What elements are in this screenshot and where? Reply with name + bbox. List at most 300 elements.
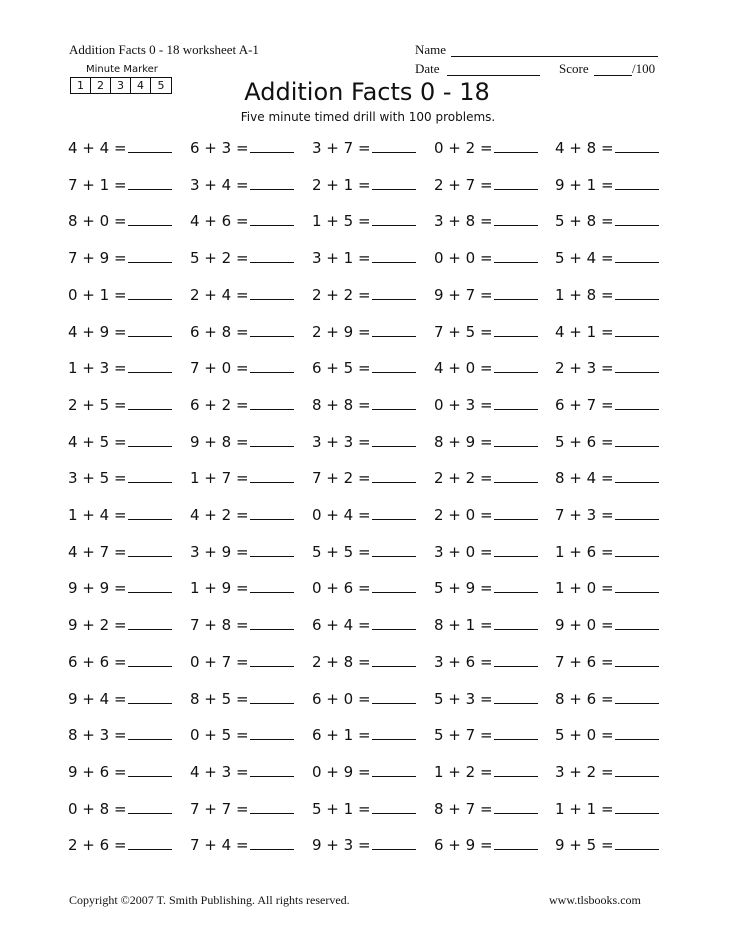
problem-expression: 0 + 0 = — [434, 249, 493, 268]
problem-item — [312, 467, 416, 487]
answer-blank[interactable] — [615, 394, 659, 410]
answer-blank[interactable] — [372, 210, 416, 226]
answer-blank[interactable] — [128, 174, 172, 190]
problem-item — [68, 467, 172, 487]
problem-item — [312, 688, 416, 708]
answer-blank[interactable] — [494, 798, 538, 814]
problem-expression: 0 + 3 = — [434, 395, 493, 414]
problem-item — [555, 577, 659, 597]
problem-item — [555, 541, 659, 561]
problem-expression: 5 + 6 = — [555, 432, 614, 451]
problem-expression: 7 + 5 = — [434, 322, 493, 341]
problem-item — [68, 431, 172, 451]
answer-blank[interactable] — [250, 247, 294, 263]
problem-item — [190, 651, 294, 671]
answer-blank[interactable] — [494, 724, 538, 740]
answer-blank[interactable] — [615, 504, 659, 520]
problem-item — [434, 394, 538, 414]
problem-item — [312, 651, 416, 671]
answer-blank[interactable] — [128, 431, 172, 447]
problem-expression: 5 + 0 = — [555, 726, 614, 745]
problem-expression: 1 + 0 = — [555, 579, 614, 598]
problem-expression: 6 + 1 = — [312, 726, 371, 745]
problem-expression: 7 + 7 = — [190, 799, 249, 818]
answer-blank[interactable] — [250, 541, 294, 557]
answer-blank[interactable] — [615, 174, 659, 190]
problem-expression: 3 + 9 = — [190, 542, 249, 561]
problem-expression: 9 + 7 = — [434, 285, 493, 304]
problem-expression: 3 + 4 = — [190, 175, 249, 194]
problem-item — [312, 577, 416, 597]
problem-item — [434, 467, 538, 487]
answer-blank[interactable] — [494, 284, 538, 300]
problem-item — [555, 651, 659, 671]
score-total: /100 — [632, 61, 656, 76]
problem-expression: 3 + 8 = — [434, 212, 493, 231]
answer-blank[interactable] — [615, 431, 659, 447]
problem-row — [68, 210, 668, 230]
answer-blank[interactable] — [128, 577, 172, 593]
problem-item — [68, 210, 172, 230]
answer-blank[interactable] — [128, 357, 172, 373]
problem-item — [434, 577, 538, 597]
problem-expression: 1 + 2 = — [434, 762, 493, 781]
problem-item — [312, 210, 416, 230]
problem-expression: 0 + 2 = — [434, 139, 493, 157]
answer-blank[interactable] — [250, 284, 294, 300]
answer-blank[interactable] — [128, 541, 172, 557]
problem-item — [190, 247, 294, 267]
problem-expression: 8 + 8 = — [312, 395, 371, 414]
problem-item — [555, 798, 659, 818]
problem-expression: 9 + 3 = — [312, 836, 371, 855]
problem-expression: 4 + 4 = — [68, 139, 127, 157]
problem-expression: 2 + 3 = — [555, 359, 614, 378]
problem-expression: 9 + 1 = — [555, 175, 614, 194]
answer-blank[interactable] — [615, 210, 659, 226]
answer-blank[interactable] — [615, 798, 659, 814]
problem-expression: 7 + 4 = — [190, 836, 249, 855]
answer-blank[interactable] — [615, 541, 659, 557]
answer-blank[interactable] — [494, 467, 538, 483]
problem-row — [68, 688, 668, 708]
problem-item — [68, 174, 172, 194]
problem-item — [190, 431, 294, 451]
answer-blank[interactable] — [128, 504, 172, 520]
minute-marker-box[interactable]: 5 — [157, 79, 165, 92]
problem-item — [312, 357, 416, 377]
problem-expression: 4 + 7 = — [68, 542, 127, 561]
answer-blank[interactable] — [128, 394, 172, 410]
answer-blank[interactable] — [494, 357, 538, 373]
answer-blank[interactable] — [615, 724, 659, 740]
answer-blank[interactable] — [250, 321, 294, 337]
problem-expression: 4 + 3 = — [190, 762, 249, 781]
problem-row — [68, 834, 668, 854]
problem-item — [68, 137, 172, 157]
answer-blank[interactable] — [372, 614, 416, 630]
problem-expression: 7 + 1 = — [68, 175, 127, 194]
problem-item — [190, 541, 294, 561]
problem-expression: 8 + 6 = — [555, 689, 614, 708]
problem-item — [555, 210, 659, 230]
problem-expression: 2 + 1 = — [312, 175, 371, 194]
problem-expression: 4 + 5 = — [68, 432, 127, 451]
answer-blank[interactable] — [250, 798, 294, 814]
answer-blank[interactable] — [615, 614, 659, 630]
answer-blank[interactable] — [250, 174, 294, 190]
answer-blank[interactable] — [494, 541, 538, 557]
problem-row — [68, 137, 668, 157]
problem-item — [190, 798, 294, 818]
date-label: Date — [415, 61, 440, 76]
answer-blank[interactable] — [615, 688, 659, 704]
problem-item — [190, 724, 294, 744]
answer-blank[interactable] — [494, 210, 538, 226]
answer-blank[interactable] — [128, 137, 172, 153]
problem-expression: 2 + 8 = — [312, 652, 371, 671]
problem-item — [190, 467, 294, 487]
answer-blank[interactable] — [250, 394, 294, 410]
problem-expression: 0 + 5 = — [190, 726, 249, 745]
problem-expression: 7 + 9 = — [68, 249, 127, 268]
problem-expression: 1 + 3 = — [68, 359, 127, 378]
answer-blank[interactable] — [372, 798, 416, 814]
problem-item — [434, 798, 538, 818]
problem-item — [190, 174, 294, 194]
problem-item — [434, 761, 538, 781]
problem-item — [312, 321, 416, 341]
problem-expression: 6 + 5 = — [312, 359, 371, 378]
answer-blank[interactable] — [128, 724, 172, 740]
answer-blank[interactable] — [615, 651, 659, 667]
problem-item — [434, 651, 538, 671]
answer-blank[interactable] — [372, 284, 416, 300]
problem-item — [190, 834, 294, 854]
problem-item — [190, 577, 294, 597]
problem-expression: 1 + 6 = — [555, 542, 614, 561]
problem-item — [68, 688, 172, 708]
minute-marker-box[interactable]: 3 — [111, 78, 131, 93]
answer-blank[interactable] — [494, 431, 538, 447]
problem-item — [555, 247, 659, 267]
answer-blank[interactable] — [128, 688, 172, 704]
problem-expression: 6 + 6 = — [68, 652, 127, 671]
answer-blank[interactable] — [128, 284, 172, 300]
answer-blank[interactable] — [250, 504, 294, 520]
problem-item — [312, 431, 416, 451]
problem-item — [555, 688, 659, 708]
problem-expression: 5 + 7 = — [434, 726, 493, 745]
answer-blank[interactable] — [250, 467, 294, 483]
problem-item — [190, 137, 294, 157]
answer-blank[interactable] — [250, 431, 294, 447]
answer-blank[interactable] — [372, 577, 416, 593]
problem-item — [190, 357, 294, 377]
problem-expression: 8 + 5 = — [190, 689, 249, 708]
answer-blank[interactable] — [372, 431, 416, 447]
problem-expression: 3 + 7 = — [312, 139, 371, 157]
problem-item — [434, 174, 538, 194]
answer-blank[interactable] — [615, 577, 659, 593]
problem-row — [68, 798, 668, 818]
answer-blank[interactable] — [250, 834, 294, 850]
problem-item — [434, 834, 538, 854]
answer-blank[interactable] — [615, 284, 659, 300]
problem-item — [555, 724, 659, 744]
answer-blank[interactable] — [494, 688, 538, 704]
answer-blank[interactable] — [372, 321, 416, 337]
problem-item — [68, 504, 172, 524]
answer-blank[interactable] — [494, 247, 538, 263]
problem-item — [312, 834, 416, 854]
problem-item — [434, 210, 538, 230]
name-label: Name — [415, 42, 447, 57]
answer-blank[interactable] — [128, 247, 172, 263]
problem-item — [555, 394, 659, 414]
problem-expression: 1 + 7 = — [190, 469, 249, 488]
answer-blank[interactable] — [494, 137, 538, 153]
problem-expression: 7 + 2 = — [312, 469, 371, 488]
page-title — [0, 78, 736, 106]
problem-expression: 3 + 6 = — [434, 652, 493, 671]
problem-expression: 6 + 3 = — [190, 139, 249, 157]
problem-expression: 1 + 1 = — [555, 799, 614, 818]
answer-blank[interactable] — [372, 651, 416, 667]
date-field[interactable] — [447, 75, 540, 76]
problem-expression: 6 + 2 = — [190, 395, 249, 414]
problem-item — [68, 394, 172, 414]
problem-expression: 0 + 7 = — [190, 652, 249, 671]
score-field[interactable] — [594, 75, 632, 76]
problem-item — [312, 174, 416, 194]
problem-item — [190, 284, 294, 304]
problem-item — [555, 174, 659, 194]
problem-item — [312, 614, 416, 634]
problem-expression: 6 + 0 = — [312, 689, 371, 708]
problem-row — [68, 614, 668, 634]
answer-blank[interactable] — [494, 761, 538, 777]
problem-row — [68, 577, 668, 597]
problem-expression: 6 + 4 = — [312, 616, 371, 635]
problem-item — [68, 761, 172, 781]
problem-item — [555, 431, 659, 451]
problem-item — [312, 504, 416, 524]
answer-blank[interactable] — [250, 137, 294, 153]
problem-expression: 4 + 2 = — [190, 506, 249, 524]
problem-item — [434, 724, 538, 744]
answer-blank[interactable] — [372, 394, 416, 410]
answer-blank[interactable] — [494, 321, 538, 337]
problem-item — [68, 357, 172, 377]
problem-item — [190, 614, 294, 634]
problem-item — [434, 284, 538, 304]
problem-expression: 3 + 0 = — [434, 542, 493, 561]
answer-blank[interactable] — [494, 834, 538, 850]
problem-item — [68, 834, 172, 854]
problem-item — [434, 247, 538, 267]
problem-expression: 5 + 3 = — [434, 689, 493, 708]
problem-expression: 2 + 5 = — [68, 395, 127, 414]
problem-item — [190, 688, 294, 708]
website-url: www.tlsbooks.com — [549, 893, 641, 907]
problem-expression: 7 + 0 = — [190, 359, 249, 378]
problem-item — [434, 688, 538, 708]
problem-expression: 4 + 8 = — [555, 139, 614, 157]
answer-blank[interactable] — [615, 321, 659, 337]
problem-expression: 8 + 7 = — [434, 799, 493, 818]
problem-item — [68, 577, 172, 597]
problem-expression: 9 + 4 = — [68, 689, 127, 708]
answer-blank[interactable] — [372, 834, 416, 850]
problem-item — [68, 541, 172, 561]
problem-expression: 5 + 1 = — [312, 799, 371, 818]
problem-item — [68, 284, 172, 304]
problem-row — [68, 541, 668, 561]
answer-blank[interactable] — [128, 761, 172, 777]
problem-expression: 6 + 9 = — [434, 836, 493, 855]
problem-row — [68, 174, 668, 194]
problem-expression: 9 + 2 = — [68, 616, 127, 635]
problem-expression: 9 + 6 = — [68, 762, 127, 781]
answer-blank[interactable] — [250, 210, 294, 226]
problem-row — [68, 357, 668, 377]
answer-blank[interactable] — [494, 504, 538, 520]
answer-blank[interactable] — [372, 247, 416, 263]
answer-blank[interactable] — [372, 724, 416, 740]
problem-expression: 8 + 4 = — [555, 469, 614, 488]
answer-blank[interactable] — [615, 247, 659, 263]
answer-blank[interactable] — [372, 174, 416, 190]
problem-row — [68, 504, 668, 524]
problem-expression: 4 + 9 = — [68, 322, 127, 341]
problem-expression: 7 + 6 = — [555, 652, 614, 671]
problem-expression: 3 + 1 = — [312, 249, 371, 268]
problem-item — [555, 357, 659, 377]
answer-blank[interactable] — [128, 614, 172, 630]
problem-item — [555, 321, 659, 341]
problem-expression: 9 + 8 = — [190, 432, 249, 451]
problem-item — [190, 210, 294, 230]
problem-item — [190, 504, 294, 524]
answer-blank[interactable] — [250, 761, 294, 777]
answer-blank[interactable] — [494, 651, 538, 667]
answer-blank[interactable] — [250, 651, 294, 667]
minute-marker-box[interactable]: 4 — [131, 78, 151, 93]
problem-row — [68, 321, 668, 341]
problem-row — [68, 431, 668, 451]
problem-expression: 8 + 0 = — [68, 212, 127, 231]
problem-item — [312, 724, 416, 744]
problem-expression: 8 + 9 = — [434, 432, 493, 451]
answer-blank[interactable] — [615, 834, 659, 850]
answer-blank[interactable] — [494, 614, 538, 630]
problem-row — [68, 247, 668, 267]
problem-item — [312, 284, 416, 304]
problem-expression: 2 + 2 = — [312, 285, 371, 304]
problem-row — [68, 394, 668, 414]
problem-expression: 0 + 1 = — [68, 285, 127, 304]
problem-expression: 1 + 5 = — [312, 212, 371, 231]
answer-blank[interactable] — [494, 174, 538, 190]
answer-blank[interactable] — [128, 834, 172, 850]
problem-row — [68, 651, 668, 671]
problem-expression: 4 + 1 = — [555, 322, 614, 341]
problem-expression: 0 + 9 = — [312, 762, 371, 781]
problem-row — [68, 724, 668, 744]
answer-blank[interactable] — [250, 724, 294, 740]
answer-blank[interactable] — [615, 761, 659, 777]
problem-expression: 8 + 3 = — [68, 726, 127, 745]
answer-blank[interactable] — [250, 577, 294, 593]
problem-expression: 3 + 5 = — [68, 469, 127, 488]
answer-blank[interactable] — [250, 688, 294, 704]
score-label: Score — [559, 61, 589, 76]
answer-blank[interactable] — [250, 614, 294, 630]
problem-expression: 2 + 0 = — [434, 506, 493, 524]
answer-blank[interactable] — [128, 798, 172, 814]
minute-marker-box[interactable]: 2 — [91, 78, 111, 93]
problem-item — [190, 761, 294, 781]
problem-item — [312, 394, 416, 414]
problem-item — [68, 321, 172, 341]
problem-expression: 1 + 4 = — [68, 506, 127, 524]
problem-row — [68, 761, 668, 781]
answer-blank[interactable] — [372, 761, 416, 777]
answer-blank[interactable] — [372, 357, 416, 373]
problem-item — [555, 504, 659, 524]
problem-item — [555, 284, 659, 304]
answer-blank[interactable] — [615, 357, 659, 373]
answer-blank[interactable] — [128, 651, 172, 667]
worksheet-label: Addition Facts 0 - 18 worksheet A-1 — [69, 42, 259, 57]
problem-expression: 0 + 4 = — [312, 506, 371, 524]
answer-blank[interactable] — [494, 577, 538, 593]
answer-blank[interactable] — [372, 467, 416, 483]
answer-blank[interactable] — [372, 688, 416, 704]
answer-blank[interactable] — [615, 467, 659, 483]
problem-item — [434, 541, 538, 561]
problem-expression: 5 + 9 = — [434, 579, 493, 598]
problem-item — [190, 394, 294, 414]
answer-blank[interactable] — [372, 137, 416, 153]
answer-blank[interactable] — [615, 137, 659, 153]
answer-blank[interactable] — [372, 504, 416, 520]
problem-row — [68, 284, 668, 304]
problem-expression: 5 + 4 = — [555, 249, 614, 268]
problem-item — [68, 724, 172, 744]
problem-item — [434, 504, 538, 524]
problem-item — [434, 614, 538, 634]
problem-item — [434, 137, 538, 157]
problem-expression: 8 + 1 = — [434, 616, 493, 635]
answer-blank[interactable] — [128, 321, 172, 337]
answer-blank[interactable] — [128, 210, 172, 226]
answer-blank[interactable] — [372, 541, 416, 557]
problem-item — [68, 798, 172, 818]
problem-expression: 5 + 8 = — [555, 212, 614, 231]
problem-item — [190, 321, 294, 341]
answer-blank[interactable] — [494, 394, 538, 410]
name-field[interactable] — [451, 56, 658, 57]
answer-blank[interactable] — [128, 467, 172, 483]
problem-item — [312, 137, 416, 157]
minute-marker-box[interactable]: 1 — [71, 78, 91, 93]
problem-item — [434, 321, 538, 341]
answer-blank[interactable] — [250, 357, 294, 373]
problem-expression: 2 + 7 = — [434, 175, 493, 194]
problem-item — [312, 761, 416, 781]
